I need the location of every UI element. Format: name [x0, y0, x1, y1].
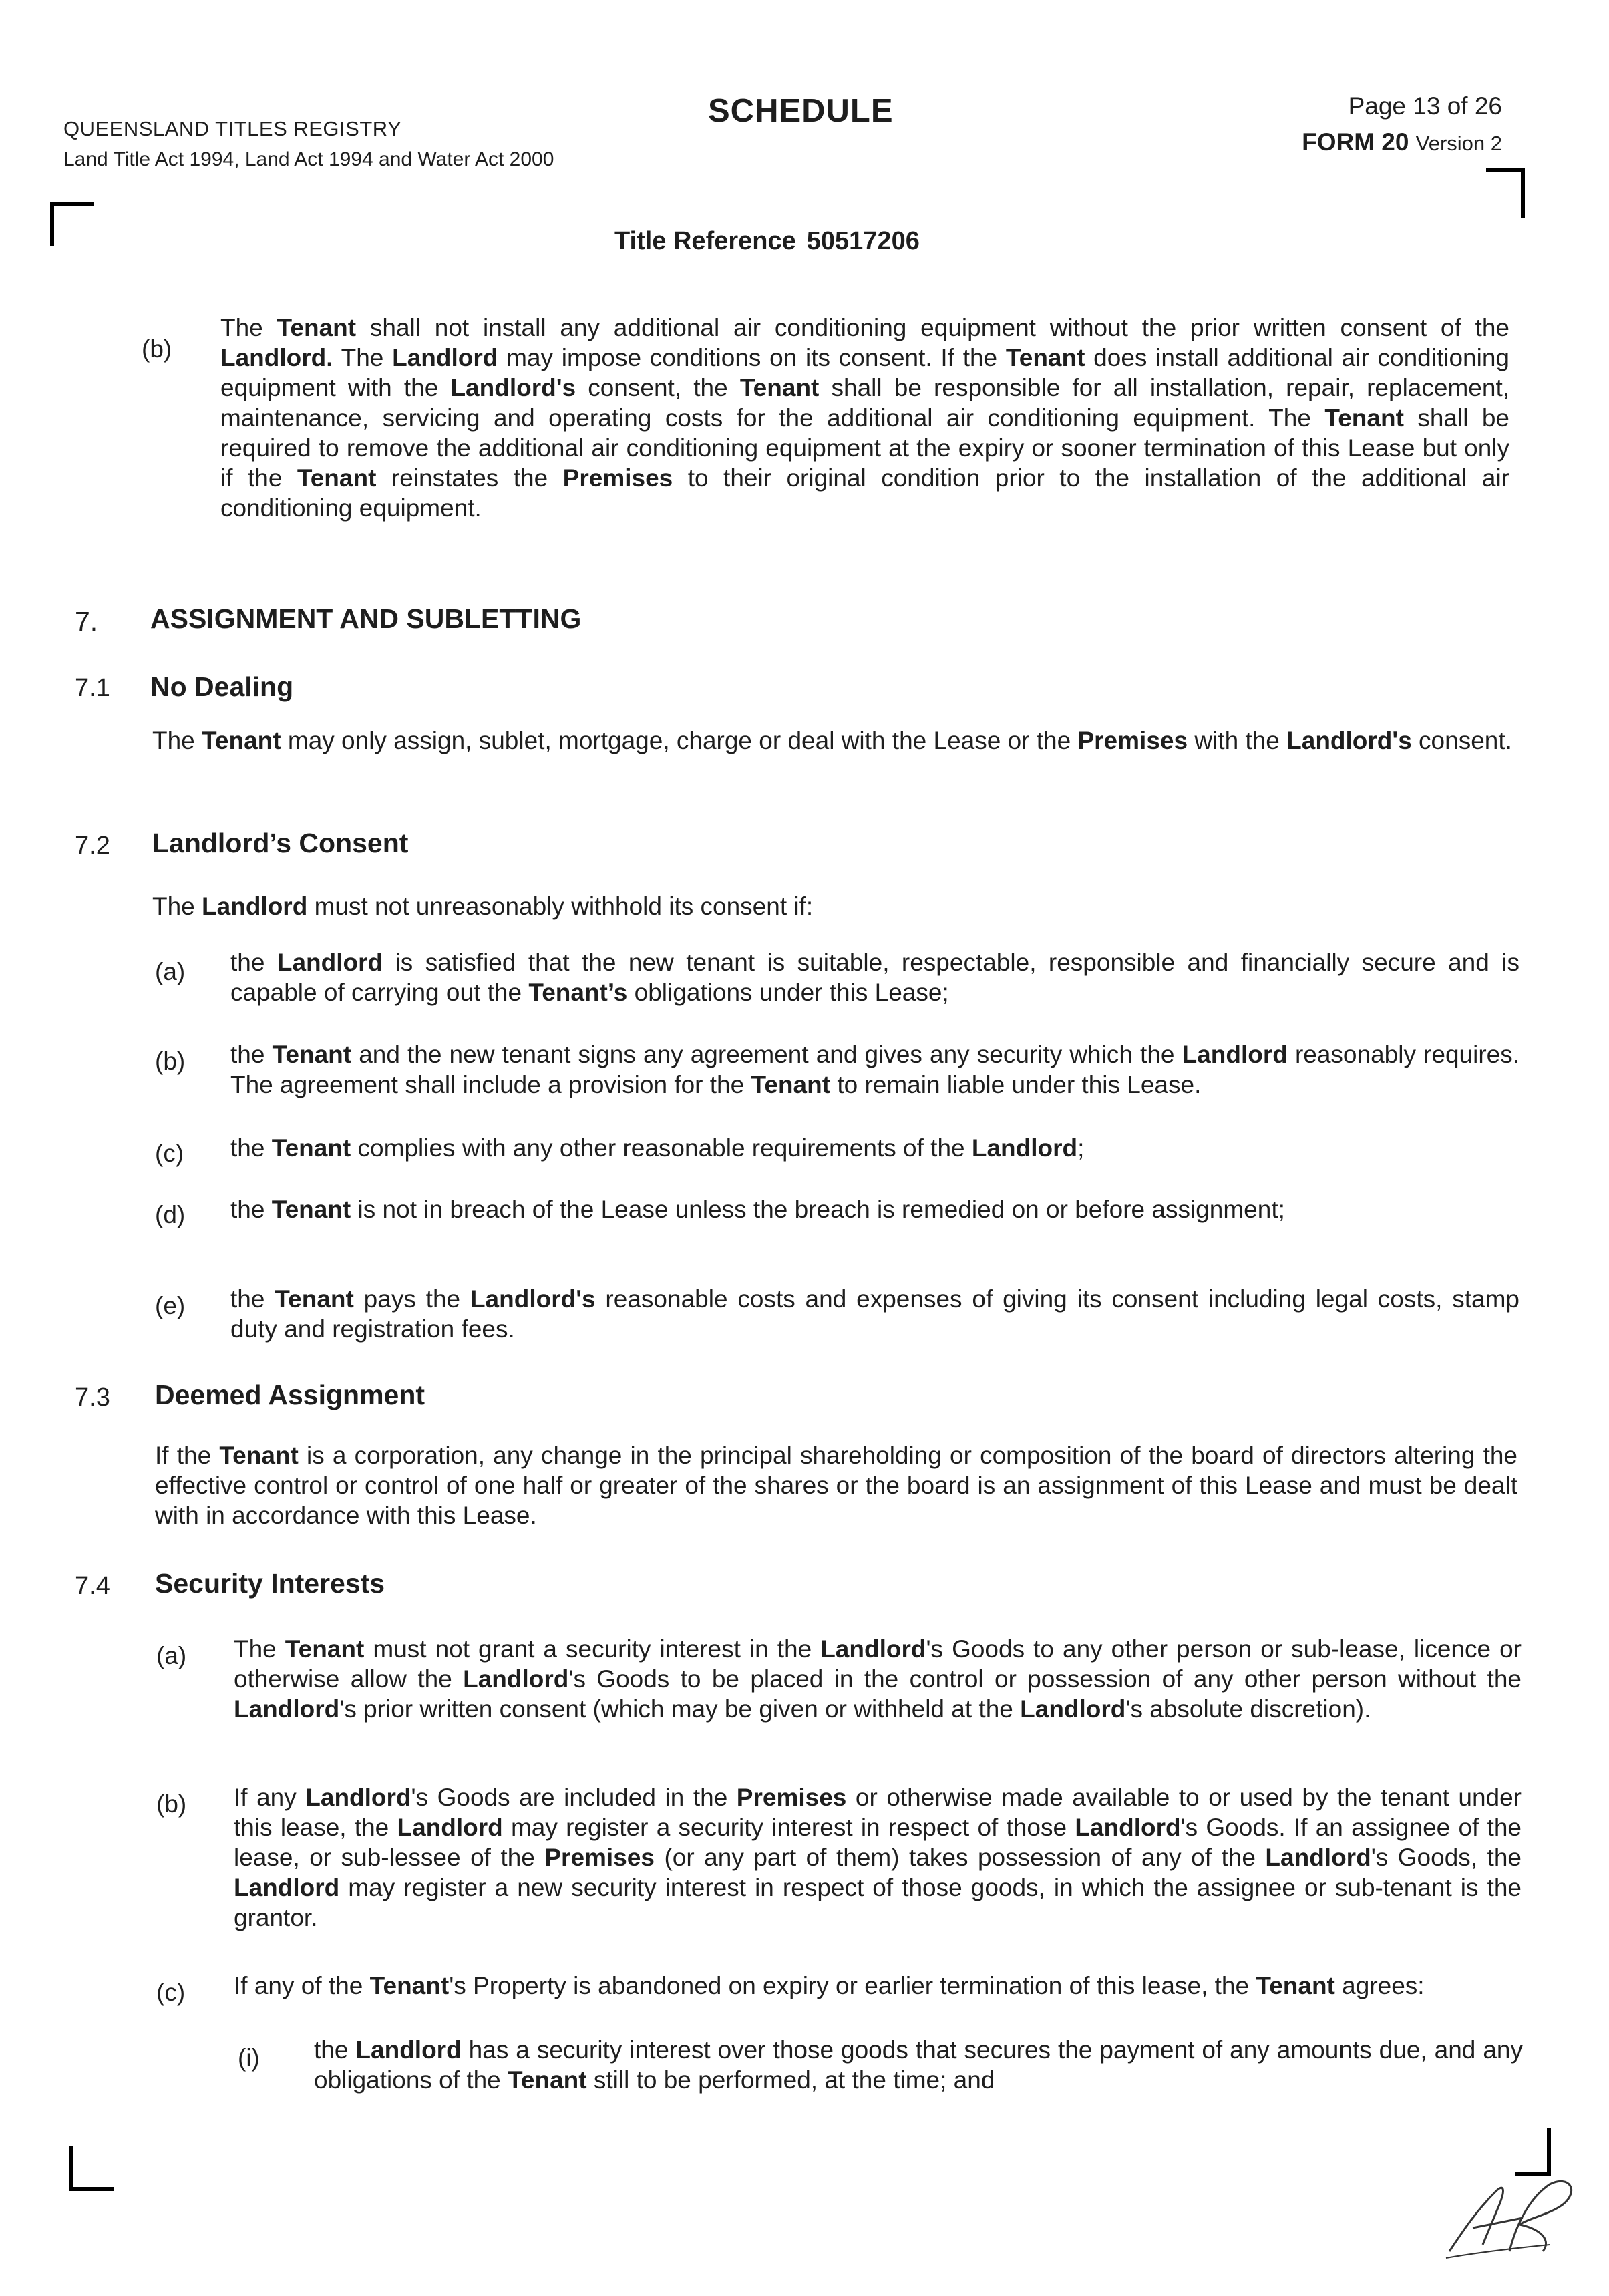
- subsection-heading: Deemed Assignment: [155, 1379, 425, 1410]
- clause-6b-text: The Tenant shall not install any additional air conditioning equipment without the prior written consent of the Landlord. The Landlord may impose conditions on its consent. If the Tenant does install additional air conditioning equipment with the Landlord's consent, the Tenant shall be responsible for all installation, repair, replacement, maintenance, servicing and operating costs for the additional air conditioning equipment. The Tenant shall be required to remove the additional air conditioning equipment at the expiry or sooner termination of this Lease but only if the Tenant reinstates the Premises to their original condition prior to the installation of the additional air conditioning equipment.: [220, 314, 1510, 522]
- s7-2-item-d: the Tenant is not in breach of the Lease unless the breach is remedied on or before assignment;: [230, 1196, 1285, 1223]
- s7-1-text: The Tenant may only assign, sublet, mortgage, charge or deal with the Lease or the Premises with the Landlord's consent.: [152, 727, 1512, 754]
- corner-mark-top-right: [1486, 168, 1525, 218]
- item-label: (e): [155, 1292, 186, 1319]
- section-number: 7.: [75, 606, 98, 637]
- schedule-title: SCHEDULE: [708, 93, 894, 129]
- item-label: (c): [156, 1979, 186, 2006]
- s7-4-item-b: If any Landlord's Goods are included in the Premises or otherwise made available to or used by the tenant under this lease, the Landlord may register a security interest in respect of those Landlord's Goods. If an assignee of the lease, or sub-lessee of the Premises (or any part of them) takes possession of any of the Landlord's Goods, the Landlord may register a new security interest in respect of those goods, in which the assignee or sub-tenant is the grantor.: [234, 1784, 1522, 1931]
- clause-label: (b): [142, 335, 172, 363]
- s7-3-text: If the Tenant is a corporation, any change in the principal shareholding or composition of the board of directors altering the effective control or control of one half or greater of the shares or the board is an assignment of this Lease and must be dealt with in accordance with this Lease.: [155, 1442, 1517, 1529]
- item-label: (a): [155, 958, 186, 985]
- subsection-heading: Security Interests: [155, 1568, 385, 1599]
- s7-2-item-b: the Tenant and the new tenant signs any agreement and gives any security which the Landlord reasonably requires. The agreement shall include a provision for the Tenant to remain liable under this Lease.: [230, 1041, 1519, 1098]
- document-header-right: [1302, 88, 1502, 162]
- s7-2-intro: The Landlord must not unreasonably withhold its consent if:: [152, 892, 814, 920]
- subsection-number: 7.3: [75, 1383, 110, 1412]
- form-id: [1302, 124, 1502, 162]
- item-label: (c): [155, 1140, 184, 1167]
- item-label: (b): [156, 1790, 187, 1818]
- item-label: (i): [238, 2044, 260, 2072]
- registry-name: QUEENSLAND TITLES REGISTRY: [63, 117, 402, 140]
- title-reference: [614, 227, 920, 256]
- title-reference-label: Title Reference: [614, 227, 796, 255]
- document-header-left: [63, 114, 554, 175]
- item-label: (d): [155, 1201, 186, 1228]
- acts-line: Land Title Act 1994, Land Act 1994 and Water Act 2000: [63, 148, 554, 170]
- item-label: (b): [155, 1047, 186, 1075]
- s7-2-item-c: the Tenant complies with any other reasonable requirements of the Landlord;: [230, 1134, 1085, 1162]
- s7-4-item-c: If any of the Tenant's Property is abandoned on expiry or earlier termination of this lease, the Tenant agrees:: [234, 1972, 1425, 1999]
- page-number: Page 13 of 26: [1348, 92, 1502, 120]
- corner-mark-top-left: [50, 202, 94, 246]
- s7-4-item-a: The Tenant must not grant a security interest in the Landlord's Goods to any other person or sub-lease, licence or otherwise allow the Landlord's Goods to be placed in the control or possession of any other person without the Landlord's prior written consent (which may be given or withheld at the Landlord's absolute discretion).: [234, 1635, 1522, 1723]
- subsection-number: 7.2: [75, 832, 110, 860]
- s7-2-item-e: the Tenant pays the Landlord's reasonable costs and expenses of giving its consent including legal costs, stamp duty and registration fees.: [230, 1285, 1519, 1343]
- section-heading: ASSIGNMENT AND SUBLETTING: [150, 603, 582, 634]
- form-number: FORM 20: [1302, 128, 1409, 156]
- s7-2-item-a: the Landlord is satisfied that the new tenant is suitable, respectable, responsible and financially secure and is capable of carrying out the Tenant’s obligations under this Lease;: [230, 949, 1519, 1006]
- s7-4-item-c-i: the Landlord has a security interest over those goods that secures the payment of any amounts due, and any obligations of the Tenant still to be performed, at the time; and: [314, 2036, 1524, 2094]
- subsection-number: 7.4: [75, 1572, 110, 1600]
- subsection-heading: No Dealing: [150, 671, 294, 702]
- title-reference-value: 50517206: [806, 227, 920, 255]
- subsection-number: 7.1: [75, 674, 110, 702]
- item-label: (a): [156, 1642, 187, 1669]
- subsection-heading: Landlord’s Consent: [152, 828, 409, 858]
- signature-initials: [1436, 2164, 1590, 2265]
- form-version: Version 2: [1415, 132, 1502, 155]
- corner-mark-bottom-left: [69, 2146, 114, 2191]
